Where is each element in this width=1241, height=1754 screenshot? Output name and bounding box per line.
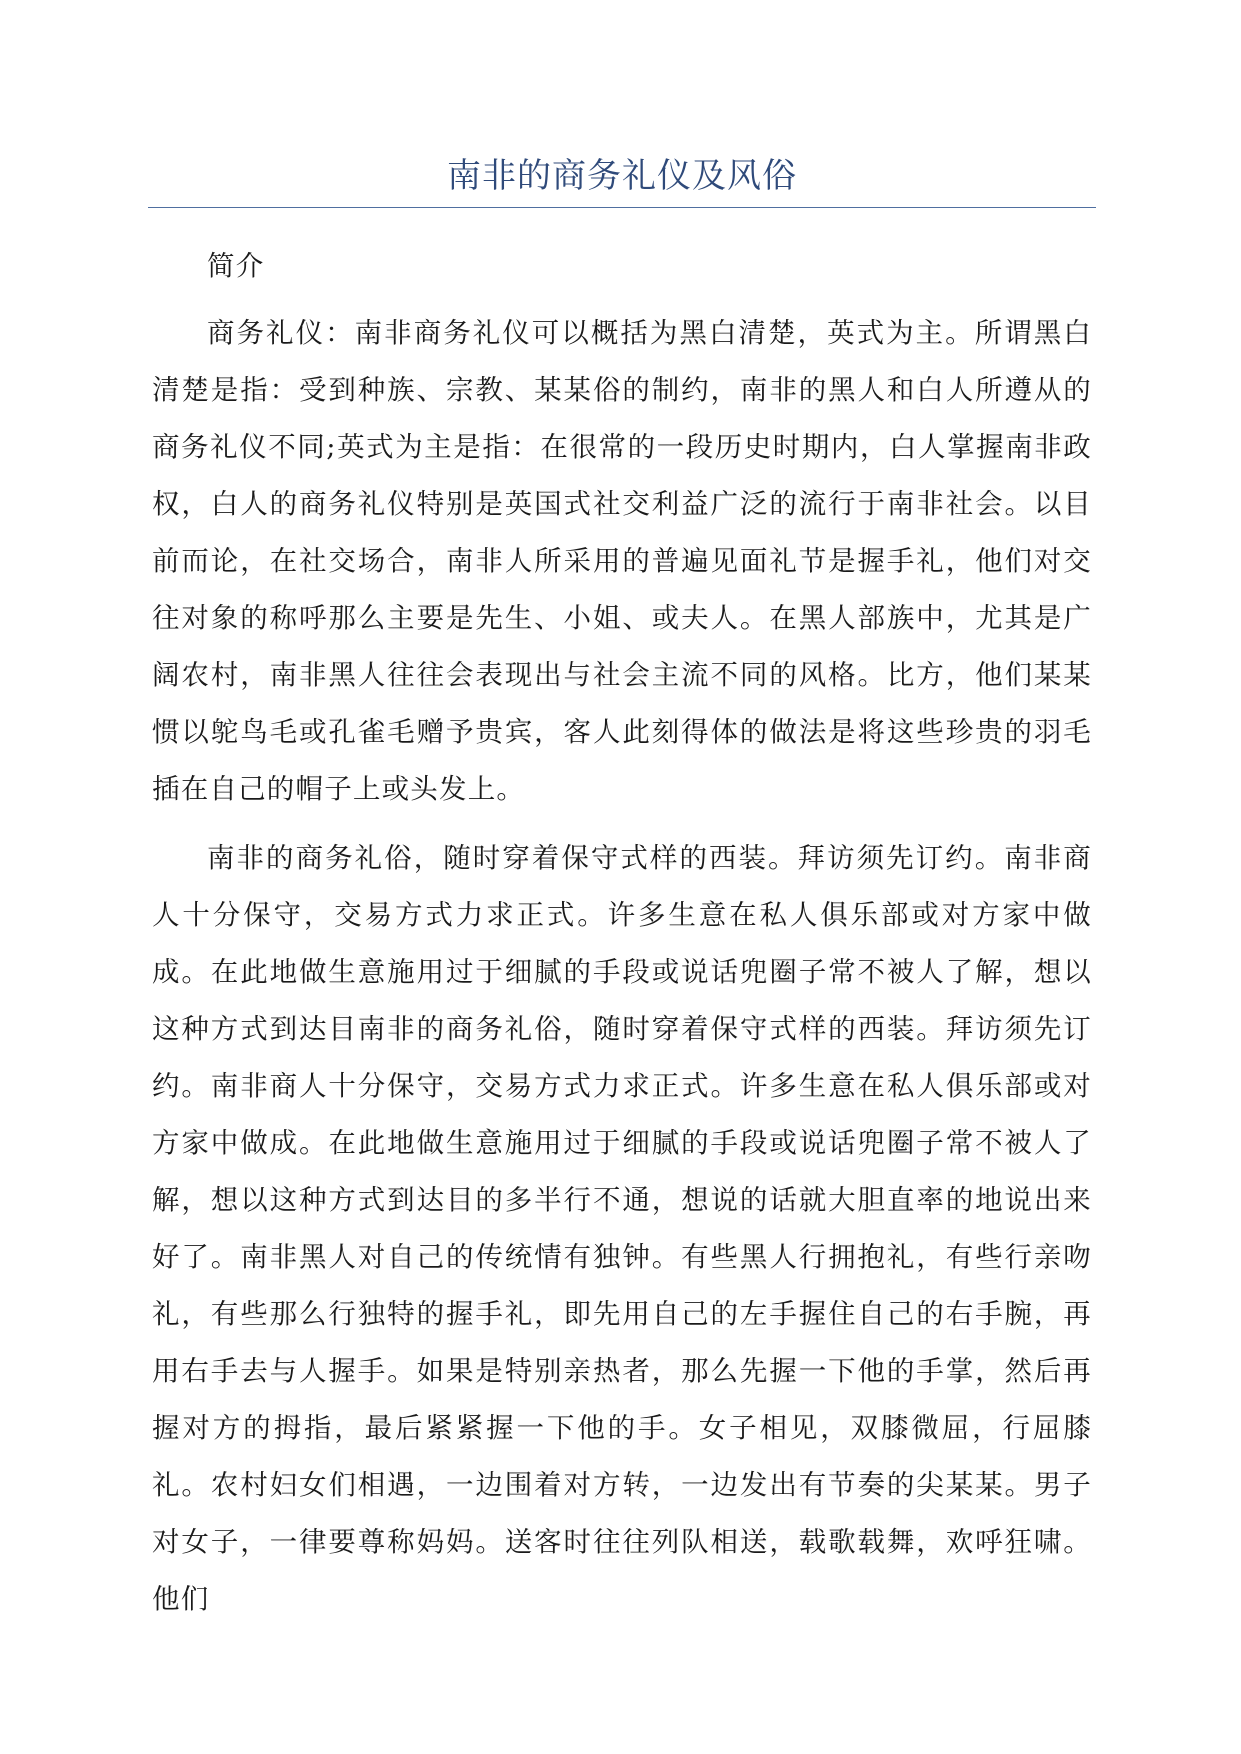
- paragraph-business-customs: 南非的商务礼俗，随时穿着保守式样的西装。拜访须先订约。南非商人十分保守，交易方式力求正式。许多生意在私人俱乐部或对方家中做成。在此地做生意施用过于细腻的手段或说话兜圈子常不被人了解，想以这种方式到达目南非的商务礼俗，随时穿着保守式样的西装。拜访须先订约。南非商人十分保守，交易方式力求正式。许多生意在私人俱乐部或对方家中做成。在此地做生意施用过于细腻的手段或说话兜圈子常不被人了解，想以这种方式到达目的多半行不通，想说的话就大胆直率的地说出来好了。南非黑人对自己的传统情有独钟。有些黑人行拥抱礼，有些行亲吻礼，有些那么行独特的握手礼，即先用自己的左手握住自己的右手腕，再用右手去与人握手。如果是特别亲热者，那么先握一下他的手掌，然后再握对方的拇指，最后紧紧握一下他的手。女子相见，双膝微屈，行屈膝礼。农村妇女们相遇，一边围着对方转，一边发出有节奏的尖某某。男子对女子，一律要尊称妈妈。送客时往往列队相送，载歌载舞，欢呼狂啸。他们: [152, 842, 1092, 1615]
- paragraph-business-etiquette: 商务礼仪：南非商务礼仪可以概括为黑白清楚，英式为主。所谓黑白清楚是指：受到种族、宗教、某某俗的制约，南非的黑人和白人所遵从的商务礼仪不同;英式为主是指：在很常的一段历史时期内，白人掌握南非政权，白人的商务礼仪特别是英国式社交利益广泛的流行于南非社会。以目前而论，在社交场合，南非人所采用的普遍见面礼节是握手礼，他们对交往对象的称呼那么主要是先生、小姐、或夫人。在黑人部族中，尤其是广阔农村，南非黑人往往会表现出与社会主流不同的风格。比方，他们某某惯以鸵鸟毛或孔雀毛赠予贵宾，客人此刻得体的做法是将这些珍贵的羽毛插在自己的帽子上或头发上。: [152, 317, 1092, 805]
- title-underline-divider: [148, 207, 1096, 208]
- document-title: 南非的商务礼仪及风俗: [447, 156, 797, 196]
- section-heading: 简介: [207, 250, 265, 282]
- document-body: [152, 238, 1092, 1628]
